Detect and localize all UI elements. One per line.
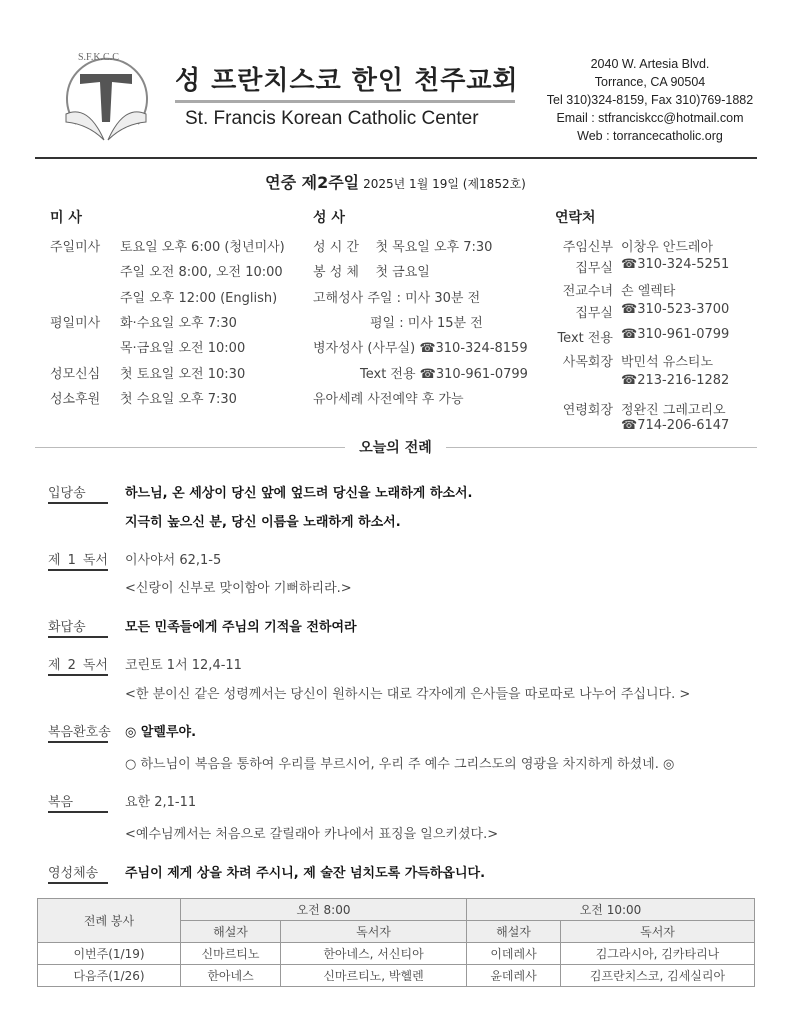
contact-value: ☎310-961-0799 — [621, 327, 730, 342]
liturgy-text: ◎ 알렐루야. — [125, 725, 197, 740]
cell: 신마르티노 — [181, 943, 281, 965]
sunday-title: 연중 제2주일 — [265, 173, 360, 192]
sub-header: 해설자 — [181, 921, 281, 943]
title-rule — [175, 100, 515, 103]
phone-line: Tel 310)324-8159, Fax 310)769-1882 — [546, 93, 754, 107]
mass-heading: 미 사 — [50, 210, 82, 226]
liturgy-label: 화답송 — [48, 616, 108, 638]
liturgy-heading-wrap — [0, 437, 791, 457]
mass-time: 주일 오전 8:00, 오전 10:00 — [120, 265, 283, 280]
church-logo — [58, 44, 154, 148]
contact-value: ☎310-324-5251 — [621, 257, 730, 272]
contact-label: Text 전용 — [557, 331, 613, 346]
sacrament-item: 고해성사 주일 : 미사 30분 전 — [313, 291, 481, 306]
liturgy-text: <예수님께서는 처음으로 갈릴래아 카나에서 표징을 일으키셨다.> — [125, 827, 499, 842]
group-header: 오전 10:00 — [467, 899, 755, 921]
sacrament-item: Text 전용 ☎310-961-0799 — [360, 367, 528, 382]
mass-time: 주일 오후 12:00 (English) — [120, 291, 278, 306]
mass-time: 화·수요일 오후 7:30 — [120, 316, 237, 331]
sub-header: 해설자 — [467, 921, 561, 943]
mass-label: 주일미사 — [50, 240, 101, 255]
sub-header: 독서자 — [561, 921, 755, 943]
mass-label: 성소후원 — [50, 392, 101, 407]
contact-heading: 연락처 — [555, 210, 596, 226]
svg-text:S.F.K.C.C: S.F.K.C.C — [78, 52, 119, 63]
liturgy-text: <신랑이 신부로 맞이함아 기뻐하리라.> — [125, 581, 352, 596]
contact-label: 연령회장 — [562, 403, 613, 418]
cell: 신마르티노, 박헬렌 — [281, 965, 467, 987]
service-table — [37, 898, 755, 987]
mass-time: 첫 수요일 오후 7:30 — [120, 392, 237, 407]
contact-label: 집무실 — [575, 261, 613, 276]
liturgy-heading: 오늘의 전례 — [345, 440, 446, 456]
liturgy-text: 지극히 높으신 분, 당신 이름을 노래하게 하소서. — [125, 515, 401, 530]
issue-title — [0, 170, 791, 193]
liturgy-label: 영성체송 — [48, 862, 108, 884]
web-line: Web : torrancecatholic.org — [577, 129, 723, 143]
group-header: 오전 8:00 — [181, 899, 467, 921]
address-line: 2040 W. Artesia Blvd. — [590, 57, 710, 71]
sacrament-item: 평일 : 미사 15분 전 — [370, 316, 483, 331]
sub-header: 독서자 — [281, 921, 467, 943]
cell: 한아네스, 서신티아 — [281, 943, 467, 965]
table-row — [38, 965, 755, 987]
cell: 이데레사 — [467, 943, 561, 965]
liturgy-text: 이사야서 62,1-5 — [125, 553, 222, 568]
liturgy-text: ○ 하느님이 복음을 통하여 우리를 부르시어, 우리 주 예수 그리스도의 영광을 차지하게 하셨네. ◎ — [125, 757, 675, 772]
table-row — [38, 943, 755, 965]
contact-label: 주임신부 — [562, 240, 613, 255]
sacrament-item: 봉 성 체 첫 금요일 — [313, 265, 430, 280]
email-line: Email : stfranciskcc@hotmail.com — [556, 111, 744, 125]
liturgy-text: 주님이 제게 상을 차려 주시니, 제 술잔 넘치도록 가득하옵니다. — [125, 866, 486, 881]
liturgy-text: 요한 2,1-11 — [125, 795, 197, 810]
sacrament-item: 성 시 간 첫 목요일 오후 7:30 — [313, 240, 493, 255]
cell: 김그라시아, 김카타리나 — [561, 943, 755, 965]
mass-time: 토요일 오후 6:00 (청년미사) — [120, 240, 285, 255]
liturgy-label: 제 2 독서 — [48, 654, 108, 676]
contact-value: ☎714-206-6147 — [621, 418, 730, 433]
contact-label: 사목회장 — [562, 355, 613, 370]
address-line: Torrance, CA 90504 — [594, 75, 706, 89]
contact-value: ☎310-523-3700 — [621, 302, 730, 317]
cell: 한아네스 — [181, 965, 281, 987]
contact-value: 박민석 유스티노 — [621, 355, 714, 370]
church-name-english: St. Francis Korean Catholic Center — [185, 108, 479, 129]
table-corner: 전례 봉사 — [38, 899, 181, 943]
contact-value: 이창우 안드레아 — [621, 240, 714, 255]
contact-value: 손 엘렉타 — [621, 284, 676, 299]
liturgy-label: 복음환호송 — [48, 721, 108, 743]
cell: 이번주(1/19) — [38, 943, 181, 965]
contact-label: 집무실 — [575, 306, 613, 321]
cell: 다음주(1/26) — [38, 965, 181, 987]
issue-date: 2025년 1월 19일 (제1852호) — [363, 177, 526, 191]
contact-value: 정완진 그레고리오 — [621, 403, 726, 418]
sacrament-heading: 성 사 — [313, 210, 345, 226]
sacrament-item: 유아세례 사전예약 후 가능 — [313, 392, 464, 407]
header-rule — [35, 157, 757, 159]
liturgy-text: 하느님, 온 세상이 당신 앞에 엎드려 당신을 노래하게 하소서. — [125, 486, 473, 501]
contact-label: 전교수녀 — [562, 284, 613, 299]
mass-time: 첫 토요일 오전 10:30 — [120, 367, 246, 382]
address-block — [520, 55, 780, 145]
liturgy-text: 코린토 1서 12,4-11 — [125, 658, 242, 673]
mass-label: 성모신심 — [50, 367, 101, 382]
cell: 김프란치스코, 김세실리아 — [561, 965, 755, 987]
liturgy-text: 모든 민족들에게 주님의 기적을 전하여라 — [125, 620, 357, 635]
liturgy-text: <한 분이신 같은 성령께서는 당신이 원하시는 대로 각자에게 은사들을 따로따로 나누어 주십니다. > — [125, 687, 691, 702]
mass-time: 목·금요일 오전 10:00 — [120, 341, 246, 356]
liturgy-label: 입당송 — [48, 482, 108, 504]
contact-value: ☎213-216-1282 — [621, 373, 730, 388]
liturgy-label: 복음 — [48, 791, 108, 813]
church-name-korean: 성 프란치스코 한인 천주교회 — [175, 66, 519, 96]
sacrament-item: 병자성사 (사무실) ☎310-324-8159 — [313, 341, 528, 356]
cell: 윤데레사 — [467, 965, 561, 987]
mass-label: 평일미사 — [50, 316, 101, 331]
liturgy-label: 제 1 독서 — [48, 549, 108, 571]
